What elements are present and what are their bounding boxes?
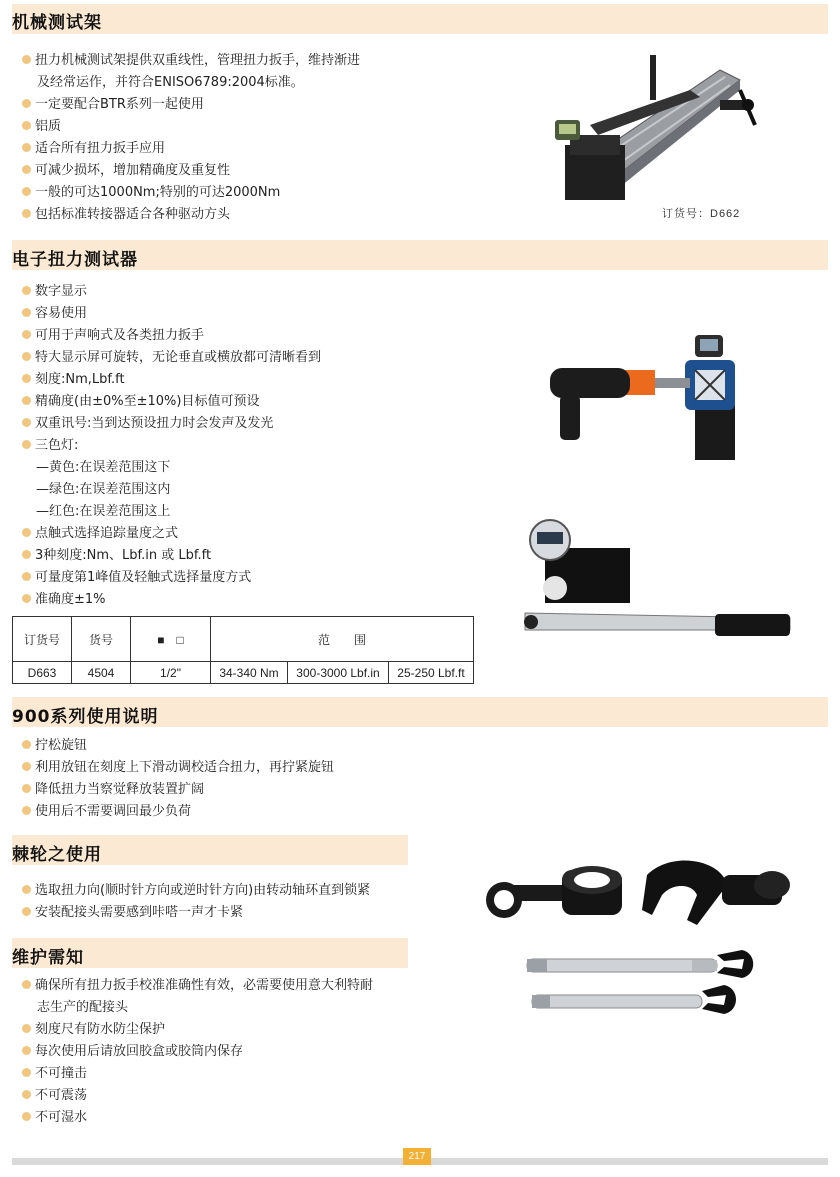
section-title-electronic-tester: 电子扭力测试器 xyxy=(12,250,138,270)
list-item: 可减少损坏，增加精确度及重复性 xyxy=(22,160,360,182)
list-item: 铝质 xyxy=(22,116,360,138)
order-number-caption: 订货号：D662 xyxy=(662,208,741,220)
list-item: 每次使用后请放回胶盒或胶筒内保存 xyxy=(22,1041,373,1063)
bullet-icon xyxy=(22,1112,31,1121)
table-row xyxy=(13,662,474,684)
list-item: 可用于声响式及各类扭力扳手 xyxy=(22,325,321,347)
list-item: 可量度第1峰值及轻触式选择量度方式 xyxy=(22,567,321,589)
bullet-icon xyxy=(22,143,31,152)
bullet-icon xyxy=(22,762,31,771)
list-item: 不可撞击 xyxy=(22,1063,373,1085)
bullet-icon xyxy=(22,594,31,603)
bullet-icon xyxy=(22,740,31,749)
col-header-order-no: 订货号 xyxy=(13,617,72,662)
list-item: 准确度±1% xyxy=(22,589,321,611)
list-item: 扭力机械测试架提供双重线性，管理扭力扳手，维持渐进 xyxy=(22,50,360,72)
bullet-icon xyxy=(22,396,31,405)
list-item: 不可湿水 xyxy=(22,1107,373,1129)
list-item: 确保所有扭力扳手校准准确性有效，必需要使用意大利特耐 xyxy=(22,975,373,997)
spec-table xyxy=(12,616,474,684)
section-title-test-stand: 机械测试架 xyxy=(12,13,102,33)
list-item: 降低扭力当察觉释放装置扩阔 xyxy=(22,779,334,801)
bullet-icon xyxy=(22,55,31,64)
bullet-icon xyxy=(22,286,31,295)
list-item: —红色:在误差范围这上 xyxy=(36,504,171,519)
list-item: 选取扭力向(顺时针方向或逆时针方向)由转动轴环直到锁紧 xyxy=(22,880,370,902)
list-item: 适合所有扭力扳手应用 xyxy=(22,138,360,160)
bullet-icon xyxy=(22,418,31,427)
bullet-icon xyxy=(22,187,31,196)
list-item: 点触式选择追踪量度之式 xyxy=(22,523,321,545)
list-item: 三色灯: xyxy=(22,435,321,457)
bullet-icon xyxy=(22,784,31,793)
table-cell: 300-3000 Lbf.in xyxy=(288,662,389,684)
bullet-icon xyxy=(22,1024,31,1033)
test-stand-features xyxy=(22,50,360,226)
bullet-icon xyxy=(22,374,31,383)
table-cell: 34-340 Nm xyxy=(211,662,288,684)
bullet-icon xyxy=(22,528,31,537)
bullet-icon xyxy=(22,1090,31,1099)
list-item: 刻度尺有防水防尘保护 xyxy=(22,1019,373,1041)
col-header-drive: ■ □ xyxy=(131,617,211,662)
electronic-tester-features xyxy=(22,281,321,611)
bullet-icon xyxy=(22,980,31,989)
test-stand-image xyxy=(550,45,770,215)
table-cell: 1/2" xyxy=(131,662,211,684)
bullet-icon xyxy=(22,885,31,894)
list-item: 志生产的配接头 xyxy=(37,1000,129,1015)
section-title-900-series: 900系列使用说明 xyxy=(12,707,159,727)
page-number: 217 xyxy=(403,1148,431,1165)
table-cell: D663 xyxy=(13,662,72,684)
table-header-row xyxy=(13,617,474,662)
list-item: —黄色:在误差范围这下 xyxy=(36,460,171,475)
bullet-icon xyxy=(22,99,31,108)
list-item: 使用后不需要调回最少负荷 xyxy=(22,801,334,823)
series-900-instructions xyxy=(22,735,334,823)
list-item: 安装配接头需要感到咔嗒一声才卡紧 xyxy=(22,902,370,924)
list-item: 不可震荡 xyxy=(22,1085,373,1107)
list-item: 利用放钮在刻度上下滑动调校适合扭力，再拧紧旋钮 xyxy=(22,757,334,779)
digital-tester-wrench-image xyxy=(515,518,795,643)
ratchet-usage-list xyxy=(22,880,370,924)
bullet-icon xyxy=(22,572,31,581)
list-item: 一般的可达1000Nm;特别的可达2000Nm xyxy=(22,182,360,204)
bullet-icon xyxy=(22,806,31,815)
bullet-icon xyxy=(22,550,31,559)
section-title-maintenance: 维护需知 xyxy=(12,948,84,968)
list-item: 3种刻度:Nm、Lbf.in 或 Lbf.ft xyxy=(22,545,321,567)
list-item: 容易使用 xyxy=(22,303,321,325)
list-item: 精确度(由±0%至±10%)目标值可预设 xyxy=(22,391,321,413)
list-item: 双重讯号:当到达预设扭力时会发声及发光 xyxy=(22,413,321,435)
col-header-range: 范 围 xyxy=(211,617,474,662)
list-item: 特大显示屏可旋转，无论垂直或横放都可清晰看到 xyxy=(22,347,321,369)
bullet-icon xyxy=(22,121,31,130)
bullet-icon xyxy=(22,907,31,916)
list-item: 数字显示 xyxy=(22,281,321,303)
table-cell: 25-250 Lbf.ft xyxy=(389,662,474,684)
section-header-bar xyxy=(12,4,828,34)
col-header-item-no: 货号 xyxy=(72,617,131,662)
torque-wrenches-image xyxy=(512,945,762,1025)
list-item: 包括标准转接器适合各种驱动方头 xyxy=(22,204,360,226)
bullet-icon xyxy=(22,1068,31,1077)
list-item: 及经常运作，并符合ENISO6789:2004标准。 xyxy=(37,75,304,90)
list-item: 拧松旋钮 xyxy=(22,735,334,757)
list-item: 刻度:Nm,Lbf.ft xyxy=(22,369,321,391)
list-item: —绿色:在误差范围这内 xyxy=(36,482,171,497)
bullet-icon xyxy=(22,165,31,174)
section-title-ratchet: 棘轮之使用 xyxy=(12,845,102,865)
bullet-icon xyxy=(22,330,31,339)
table-cell: 4504 xyxy=(72,662,131,684)
impact-wrench-tester-image xyxy=(545,330,755,460)
wrench-heads-image xyxy=(482,855,827,935)
maintenance-list xyxy=(22,975,373,1129)
bullet-icon xyxy=(22,352,31,361)
bullet-icon xyxy=(22,440,31,449)
bullet-icon xyxy=(22,209,31,218)
bullet-icon xyxy=(22,308,31,317)
list-item: 一定要配合BTR系列一起使用 xyxy=(22,94,360,116)
bullet-icon xyxy=(22,1046,31,1055)
